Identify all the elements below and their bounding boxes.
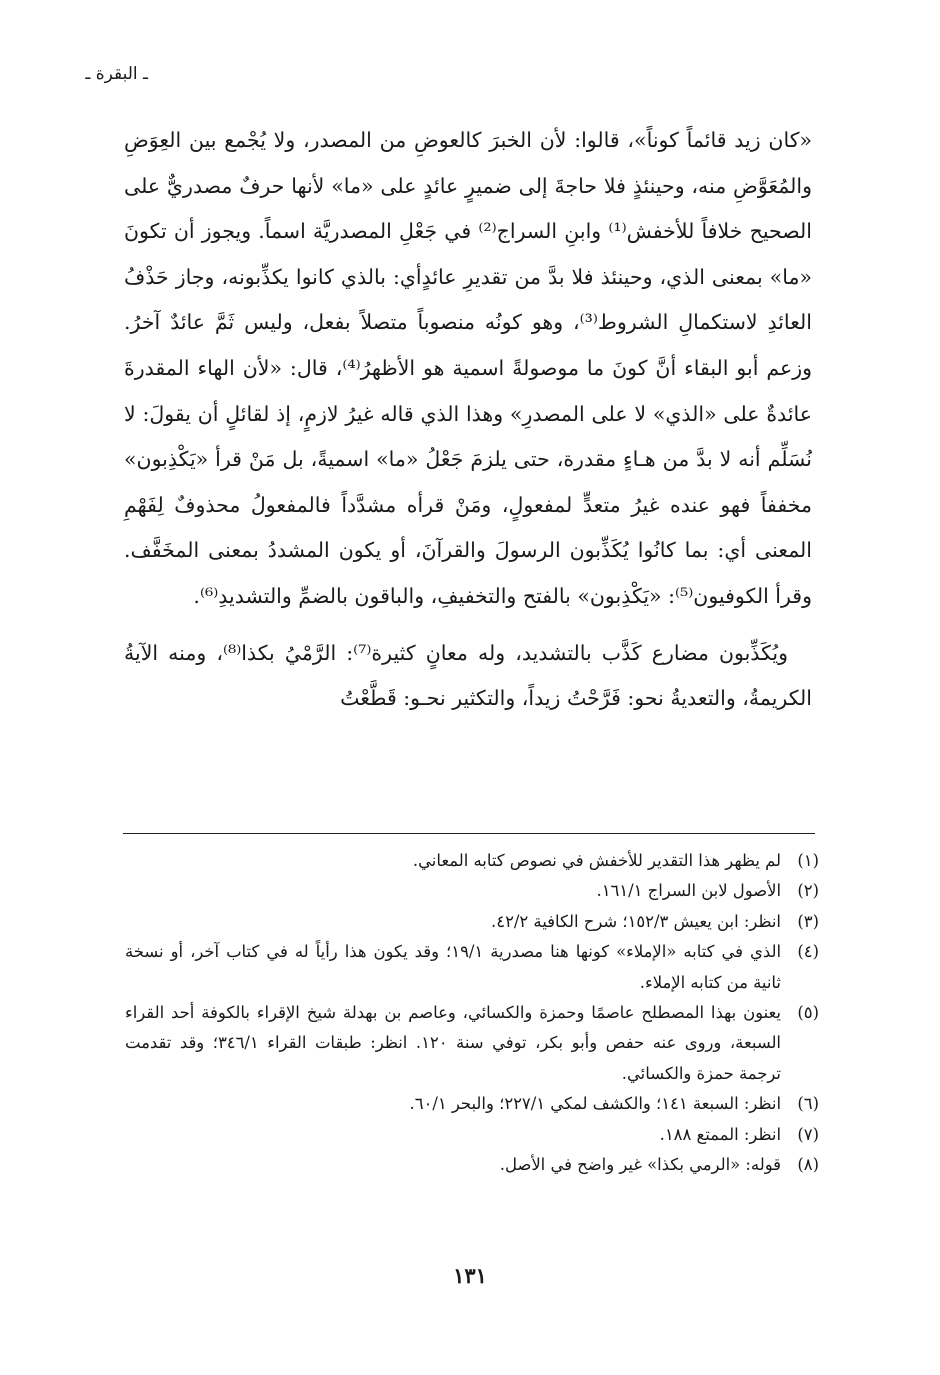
body-paragraph: ويُكَذِّبون مضارع كَذَّب بالتشديد، وله معانٍ كثيرة⁽⁷⁾: الرَّمْيُ بكذا⁽⁸⁾، ومنه الآيةُ الكريمةُ، والتعديةُ نحو: فَرَّحْتُ زيداً، والتكثير نحـو: قَطَّعْتُ — [124, 640, 812, 711]
footnote-text: لم يظهر هذا التقدير للأخفش في نصوص كتابه المعاني. — [412, 851, 781, 870]
body-paragraph: «كان زيد قائماً كوناً»، قالوا: لأن الخبرَ كالعوضِ من المصدر، ولا يُجْمع بين العِوَضِ والمُعَوَّضِ منه، وحينئذٍ فلا حاجةَ إلى ضميرٍ عائدٍ على «ما» لأنها حرفٌ مصدريٌّ على الصحيح خلافاً للأخفش⁽¹⁾ وابنِ السراج⁽²⁾ في جَعْلِ المصدريَّة اسماً. ويجوز أن تكونَ «ما» بمعنى الذي، وحينئذ فلا بدَّ من تقديرِ عائدٍأي: بالذي كانوا يكذِّبونه، وجاز حَذْفُ العائدِ لاستكمالِ الشروط⁽³⁾، وهو كونُه منصوباً متصلاً بفعل، وليس ثَمَّ عائدٌ آخرُ. وزعم أبو البقاء أنَّ كونَ ما موصولةً اسمية هو الأظهرُ⁽⁴⁾، قال: «لأن الهاء المقدرةَ عائدةٌ على «الذي» لا على المصدرِ» وهذا الذي قاله غيرُ لازمٍ، إذ لقائلٍ أن يقولَ: لا نُسَلِّم أنه لا بدَّ من هـاءٍ مقدرة، حتى يلزمَ جَعْلُ «ما» اسميةً، بل مَنْ قرأ «يَكْذِبون» مخففاً فهو عنده غيرُ متعدٍّ لمفعولٍ، ومَنْ قرأه مشدَّداً فالمفعولُ محذوفٌ لِفَهْمِ المعنى أي: بما كانُوا يُكَذِّبون الرسولَ والقرآنَ، أو يكون المشددُ بمعنى المخَفَّف. وقرأ الكوفيون⁽⁵⁾: «يَكْذِبون» بالفتح والتخفيفِ، والباقون بالضمِّ والتشديدِ⁽⁶⁾. — [124, 128, 812, 608]
footnote-number: (٤) — [797, 942, 819, 962]
footnote-number: (٢) — [797, 881, 819, 901]
footnote-text: انظر: ابن يعيش ١٥٢/٣؛ شرح الكافية ٤٢/٢. — [491, 911, 781, 931]
footnote-text: الذي في كتابه «الإملاء» كونها هنا مصدرية ١٩/١؛ وقد يكون هذا رأياً له في كتاب آخر، أو نسخة ثانية من كتابه الإملاء. — [125, 942, 782, 992]
footnote — [125, 1089, 819, 1119]
footnote — [125, 1150, 819, 1180]
footnote — [125, 998, 819, 1089]
footnote — [125, 846, 819, 876]
running-header: ـ البقرة ـ — [85, 64, 148, 84]
footnote-separator — [123, 833, 815, 834]
footnote — [125, 937, 819, 998]
footnote — [125, 907, 819, 937]
footnote-number: (٥) — [797, 1003, 819, 1023]
footnote — [125, 1120, 819, 1150]
footnote-text: قوله: «الرمي بكذا» غير واضح في الأصل. — [499, 1155, 781, 1175]
footnote-number: (١) — [797, 851, 819, 870]
footnote-number: (٦) — [797, 1094, 819, 1114]
footnote-text: انظر: السبعة ١٤١؛ والكشف لمكي ٢٢٧/١؛ والبحر ٦٠/١. — [409, 1094, 781, 1114]
footnotes — [125, 846, 819, 1180]
footnote-number: (٨) — [797, 1155, 819, 1175]
footnote-number: (٧) — [797, 1124, 819, 1144]
footnote — [125, 876, 819, 906]
footnote-number: (٣) — [797, 911, 819, 931]
footnote-text: الأصول لابن السراج ١٦١/١. — [596, 881, 781, 901]
main-text — [124, 118, 812, 722]
footnote-text: يعنون بهذا المصطلح عاصمًا وحمزة والكسائي، وعاصم بن بهدلة شيخ الإقراء بالكوفة أحد القراء السبعة، وروى عنه حفص وأبو بكر، توفي سنة ١٢٠. انظر: طبقات القراء ٣٤٦/١؛ وقد تقدمت ترجمة حمزة والكسائي. — [125, 1003, 781, 1083]
footnote-text: انظر: الممتع ١٨٨. — [659, 1124, 781, 1144]
page-number: ١٣١ — [453, 1263, 487, 1288]
